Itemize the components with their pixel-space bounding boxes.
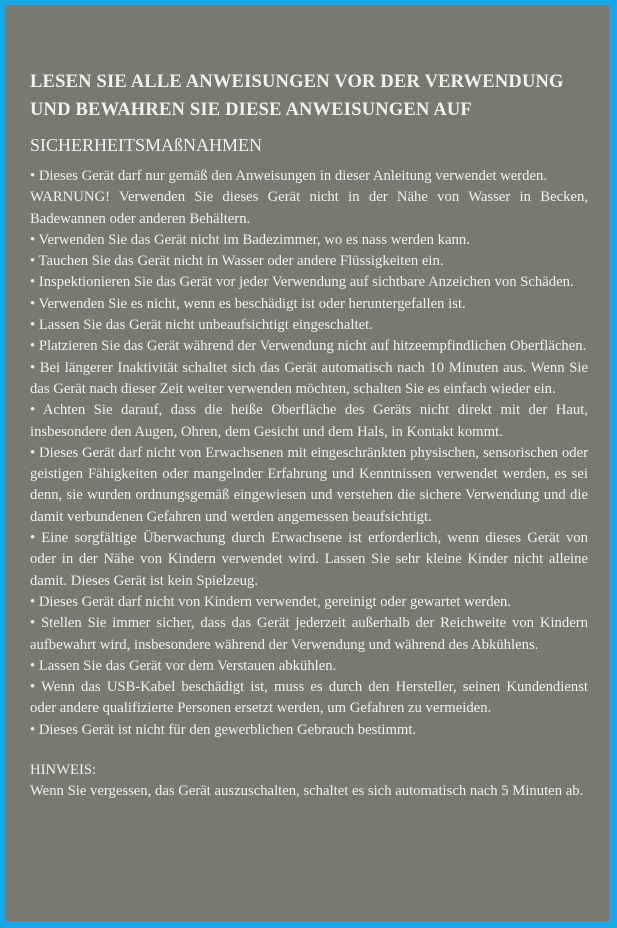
safety-instructions [30,166,588,741]
safety-instruction: • Lassen Sie das Gerät vor dem Verstauen abkühlen. [30,657,337,674]
section-heading-safety-measures: SICHERHEITSMAßNAHMEN [30,135,263,155]
note-heading: HINWEIS: [30,762,97,779]
safety-instruction: • Verwenden Sie das Gerät nicht im Badezimmer, wo es nass werden kann. [30,231,470,248]
safety-instruction: • Bei längerer Inaktivität schaltet sich das Gerät automatisch nach 10 Minuten aus. Wenn Sie das Gerät nach dieser Zeit weiter verwenden möchten, schalten Sie es einfach wieder ein. [30,359,588,397]
safety-instruction-warning: WARNUNG! Verwenden Sie dieses Gerät nicht in der Nähe von Wasser in Becken, Badewannen oder anderen Behältern. [30,189,588,227]
safety-instruction: • Achten Sie darauf, dass die heiße Oberfläche des Geräts nicht direkt mit der Haut, insbesondere den Augen, Ohren, dem Gesicht und dem Hals, in Kontakt kommt. [30,402,588,440]
safety-instruction: • Eine sorgfältige Überwachung durch Erwachsene ist erforderlich, wenn dieses Gerät von oder in der Nähe von Kindern verwendet wird. Lassen Sie sehr kleine Kinder nicht alleine damit. Dieses Gerät ist kein Spielzeug. [30,530,588,589]
safety-instruction: • Dieses Gerät darf nicht von Erwachsenen mit eingeschränkten physischen, sensorischen oder geistigen Fähigkeiten oder mangelnder Erfahrung und Kenntnissen verwendet werden, es sei denn, sie wurden ordnungsgemäß eingewiesen und verstehen die sichere Verwendung und die damit verbundenen Gefahren und werden angemessen beaufsichtigt. [30,444,588,525]
safety-instruction: • Inspektionieren Sie das Gerät vor jeder Verwendung auf sichtbare Anzeichen von Schäden. [30,274,574,291]
page-content [5,5,609,921]
safety-instruction: • Platzieren Sie das Gerät während der Verwendung nicht auf hitzeempfindlichen Oberflächen. [30,338,587,355]
safety-instruction: • Dieses Gerät darf nur gemäß den Anweisungen in dieser Anleitung verwendet werden. [30,168,548,184]
note-section [30,760,588,803]
safety-instruction: • Lassen Sie das Gerät nicht unbeaufsichtigt eingeschaltet. [30,317,373,334]
safety-instruction: • Wenn das USB-Kabel beschädigt ist, muss es durch den Hersteller, seinen Kundendienst oder andere qualifizierte Personen ersetzt werden, um Gefahren zu vermeiden. [30,679,588,717]
safety-instruction: • Stellen Sie immer sicher, dass das Gerät jederzeit außerhalb der Reichweite von Kindern aufbewahrt wird, insbesondere während der Verwendung und während des Abkühlens. [30,615,588,653]
safety-instruction: • Verwenden Sie es nicht, wenn es beschädigt ist oder heruntergefallen ist. [30,295,466,312]
safety-instruction: • Tauchen Sie das Gerät nicht in Wasser oder andere Flüssigkeiten ein. [30,253,444,270]
safety-instruction: • Dieses Gerät darf nicht von Kindern verwendet, gereinigt oder gewartet werden. [30,593,512,610]
page-title: LESEN SIE ALLE ANWEISUNGEN VOR DER VERWENDUNG UND BEWAHREN SIE DIESE ANWEISUNGEN AUF [30,72,564,120]
note-body: Wenn Sie vergessen, das Gerät auszuschalten, schaltet es sich automatisch nach 5 Minuten ab. [30,783,584,800]
safety-instruction: • Dieses Gerät ist nicht für den gewerblichen Gebrauch bestimmt. [30,721,417,738]
